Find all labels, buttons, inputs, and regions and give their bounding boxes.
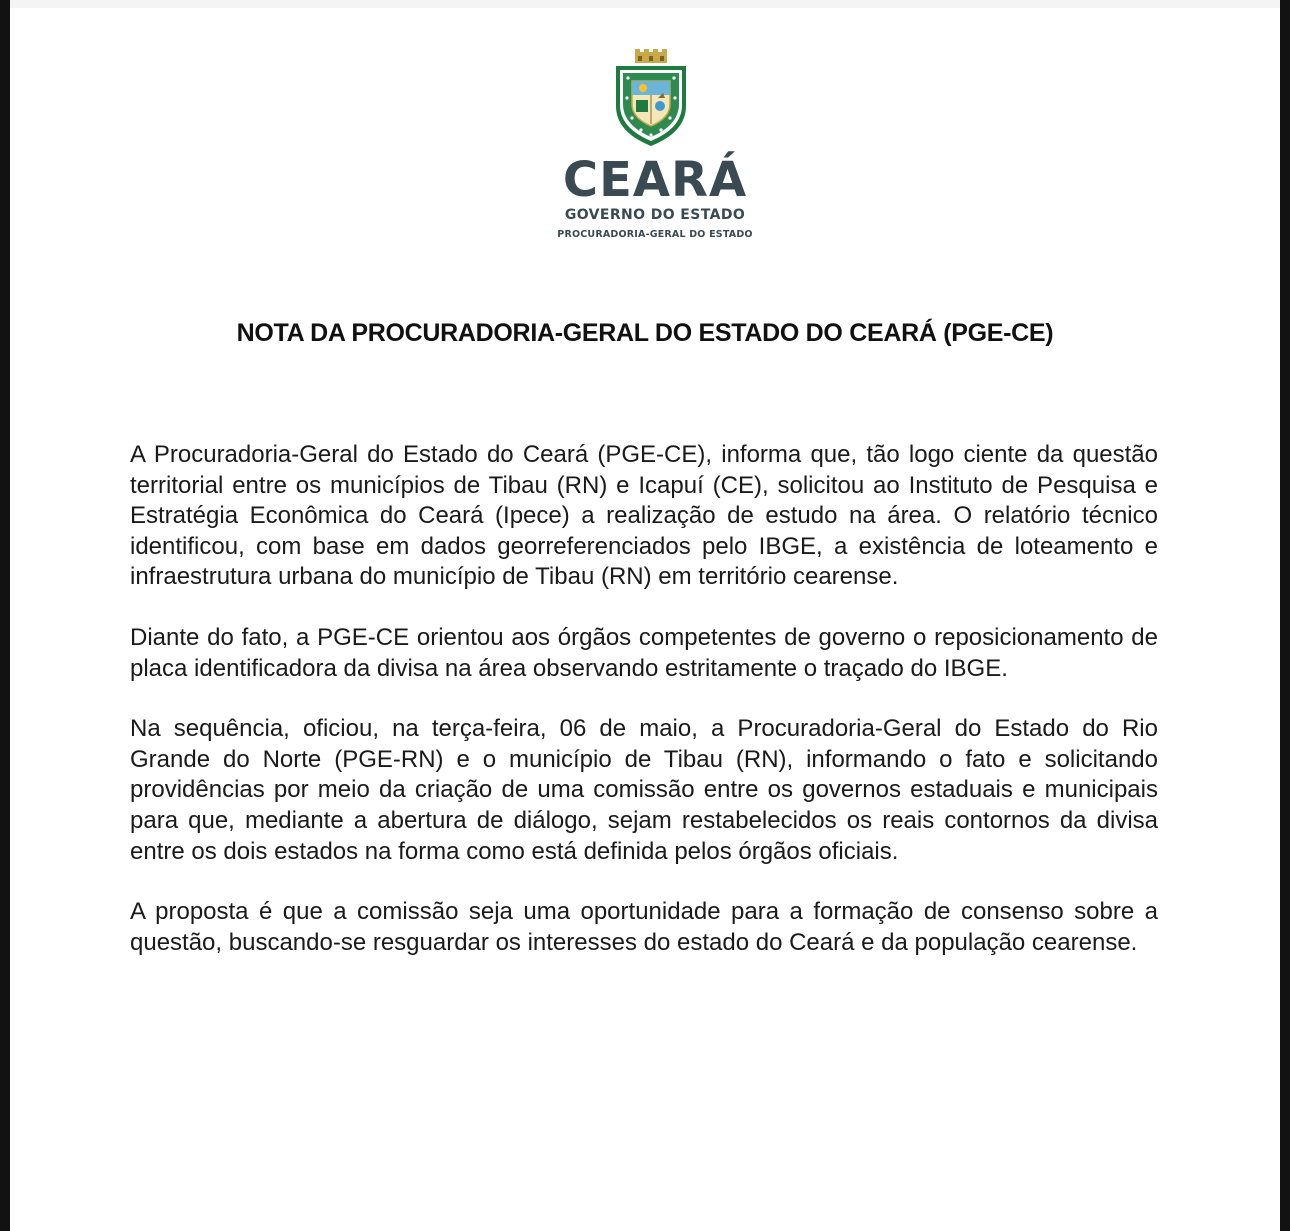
logo-subtitle: GOVERNO DO ESTADO (564, 207, 746, 223)
right-frame-edge (1280, 0, 1290, 1231)
ceara-coat-of-arms-icon (608, 48, 694, 148)
document-page (10, 8, 1280, 1231)
paragraph-2: Diante do fato, a PGE-CE orientou aos órgãos competentes de governo o reposicionamento de placa identificadora da divisa na área observando estritamente o traçado do IBGE. (130, 623, 1158, 682)
document-body (130, 440, 1158, 988)
left-frame-edge (0, 0, 10, 1231)
paragraph-1: A Procuradoria-Geral do Estado do Ceará (PGE-CE), informa que, tão logo ciente da questão territorial entre os municípios de Tibau (RN) e Icapuí (CE), solicitou ao Instituto de Pesquisa e Estratégia Econômica do Ceará (Ipece) a realização de estudo na área. O relatório técnico identificou, com base em dados georreferenciados pelo IBGE, a existência de loteamento e infraestrutura urbana do município de Tibau (RN) em território cearense. (130, 441, 1158, 591)
paragraph-4: A proposta é que a comissão seja uma oportunidade para a formação de consenso sobre a questão, buscando-se resguardar os interesses do estado do Ceará e da população cearense. (130, 898, 1158, 956)
paragraph-3: Na sequência, oficiou, na terça-feira, 06 de maio, a Procuradoria-Geral do Estado do Rio Grande do Norte (PGE-RN) e o município de Tibau (RN), informando o fato e solicitando providências por meio da criação de uma comissão entre os governos estaduais e municipais para que, mediante a abertura de diálogo, sejam restabelecidos os reais contornos da divisa entre os dois estados na forma como está definida pelos órgãos oficiais. (130, 715, 1158, 865)
logo-wordmark: CEARÁ (562, 152, 748, 208)
document-title: NOTA DA PROCURADORIA-GERAL DO ESTADO DO CEARÁ (PGE-CE) (236, 319, 1054, 347)
top-frame-edge (10, 0, 1280, 8)
logo-department: PROCURADORIA-GERAL DO ESTADO (557, 229, 753, 240)
government-logo (530, 152, 780, 242)
